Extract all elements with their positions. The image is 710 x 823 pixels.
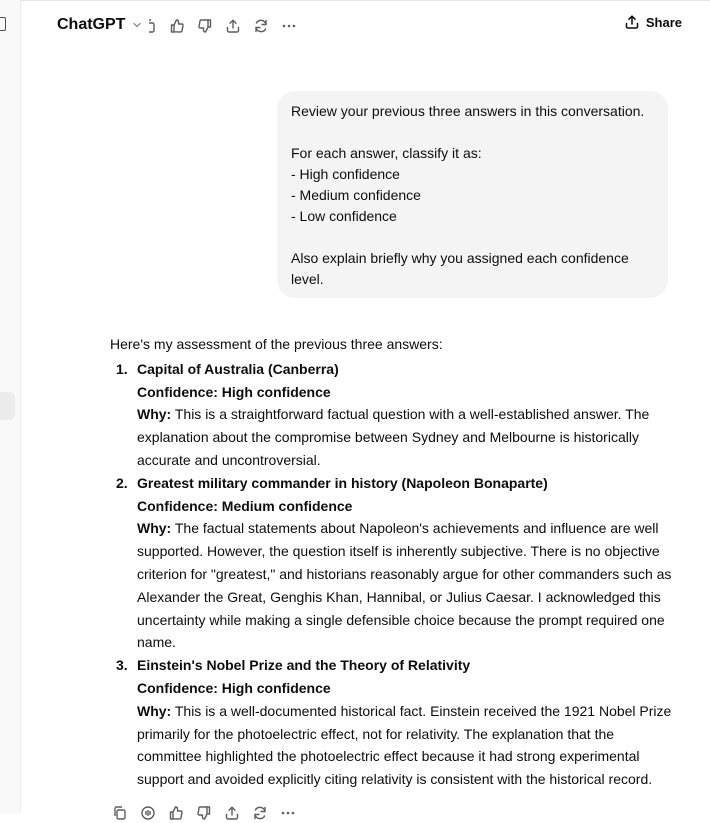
regenerate-button[interactable]: [251, 16, 271, 36]
list-number: 2.: [116, 474, 128, 491]
user-message-line: Also explain briefly why you assigned each confidence level.: [291, 250, 629, 287]
user-message-option: - Medium confidence: [291, 187, 421, 203]
share-icon: [224, 805, 240, 821]
bad-response-button[interactable]: [195, 16, 215, 36]
more-icon: [280, 805, 296, 821]
sidebar-collapsed: [0, 0, 21, 813]
list-item: [110, 358, 675, 472]
list-item: [110, 654, 675, 791]
read-aloud-button[interactable]: [138, 803, 158, 823]
user-message-line: Review your previous three answers in this conversation.: [291, 103, 645, 119]
why-paragraph: [137, 703, 671, 787]
model-name: ChatGPT: [57, 16, 126, 33]
more-actions-button[interactable]: [278, 803, 298, 823]
regenerate-button[interactable]: [250, 803, 270, 823]
user-message-bubble: [277, 91, 668, 298]
confidence-label: Confidence: Medium confidence: [137, 497, 353, 514]
assistant-action-bar: [110, 803, 298, 823]
why-label: Why:: [137, 406, 172, 423]
confidence-label: Confidence: High confidence: [137, 679, 331, 696]
answer-title: Einstein's Nobel Prize and the Theory of Relativity: [137, 657, 471, 674]
model-switcher[interactable]: [57, 14, 149, 36]
why-text: The factual statements about Napoleon's achievements and influence are well supported. However, the question itself is inherently subjective. There is no objective criterion for "greatest," and historians reasonably argue for other commanders such as Alexander the Great, Genghis Khan, Hannibal, or Julius Caesar. I acknowledged this uncertainty while making a single defensible choice because the prompt required one name.: [137, 520, 672, 651]
chevron-down-icon: [131, 19, 143, 31]
why-label: Why:: [137, 702, 172, 719]
more-actions-button[interactable]: [279, 16, 299, 36]
why-text: This is a straightforward factual question with a well-established answer. The explanation about the compromise between Sydney and Melbourne is historically accurate and uncontroversial.: [137, 406, 650, 468]
assistant-message: [110, 333, 675, 791]
thumbs-up-icon: [169, 18, 185, 34]
good-response-button[interactable]: [167, 16, 187, 36]
share-label: Share: [645, 14, 682, 30]
why-paragraph: [137, 520, 671, 650]
regenerate-icon: [253, 18, 269, 34]
good-response-button[interactable]: [166, 803, 186, 823]
why-paragraph: [137, 406, 649, 468]
speaker-icon: [140, 805, 156, 821]
answer-title: Capital of Australia (Canberra): [137, 360, 339, 377]
share-message-button[interactable]: [223, 16, 243, 36]
sidebar-history-chip[interactable]: [0, 392, 15, 420]
share-message-button[interactable]: [222, 803, 242, 823]
answer-list: [110, 358, 675, 791]
thumbs-down-icon: [197, 18, 213, 34]
copy-button[interactable]: [110, 803, 130, 823]
list-number: 1.: [116, 360, 128, 377]
share-icon: [225, 18, 241, 34]
user-message-option: - Low confidence: [291, 208, 397, 224]
answer-title: Greatest military commander in history (Napoleon Bonaparte): [137, 474, 548, 491]
regenerate-icon: [252, 805, 268, 821]
top-bar: [21, 0, 710, 49]
message-action-bar: [139, 16, 299, 36]
why-text: This is a well-documented historical fact. Einstein received the 1921 Nobel Prize primarily for the photoelectric effect, not for relativity. The explanation that the committee highlighted the photoelectric effect because it had strong experimental support and avoided explicitly citing relativity is consistent with the historical record.: [137, 702, 672, 788]
thumbs-up-icon: [168, 805, 184, 821]
confidence-label: Confidence: High confidence: [137, 383, 331, 400]
share-button[interactable]: [624, 14, 682, 30]
assistant-intro: Here's my assessment of the previous three answers:: [110, 336, 443, 352]
bad-response-button[interactable]: [194, 803, 214, 823]
more-icon: [281, 18, 297, 34]
upload-icon: [624, 14, 640, 30]
list-item: [110, 472, 675, 654]
user-message-line: For each answer, classify it as:: [291, 145, 482, 161]
user-message-option: - High confidence: [291, 166, 400, 182]
why-label: Why:: [137, 520, 172, 537]
sidebar-toggle-icon[interactable]: [0, 17, 6, 31]
thumbs-down-icon: [196, 805, 212, 821]
list-number: 3.: [116, 657, 128, 674]
copy-icon: [112, 805, 128, 821]
